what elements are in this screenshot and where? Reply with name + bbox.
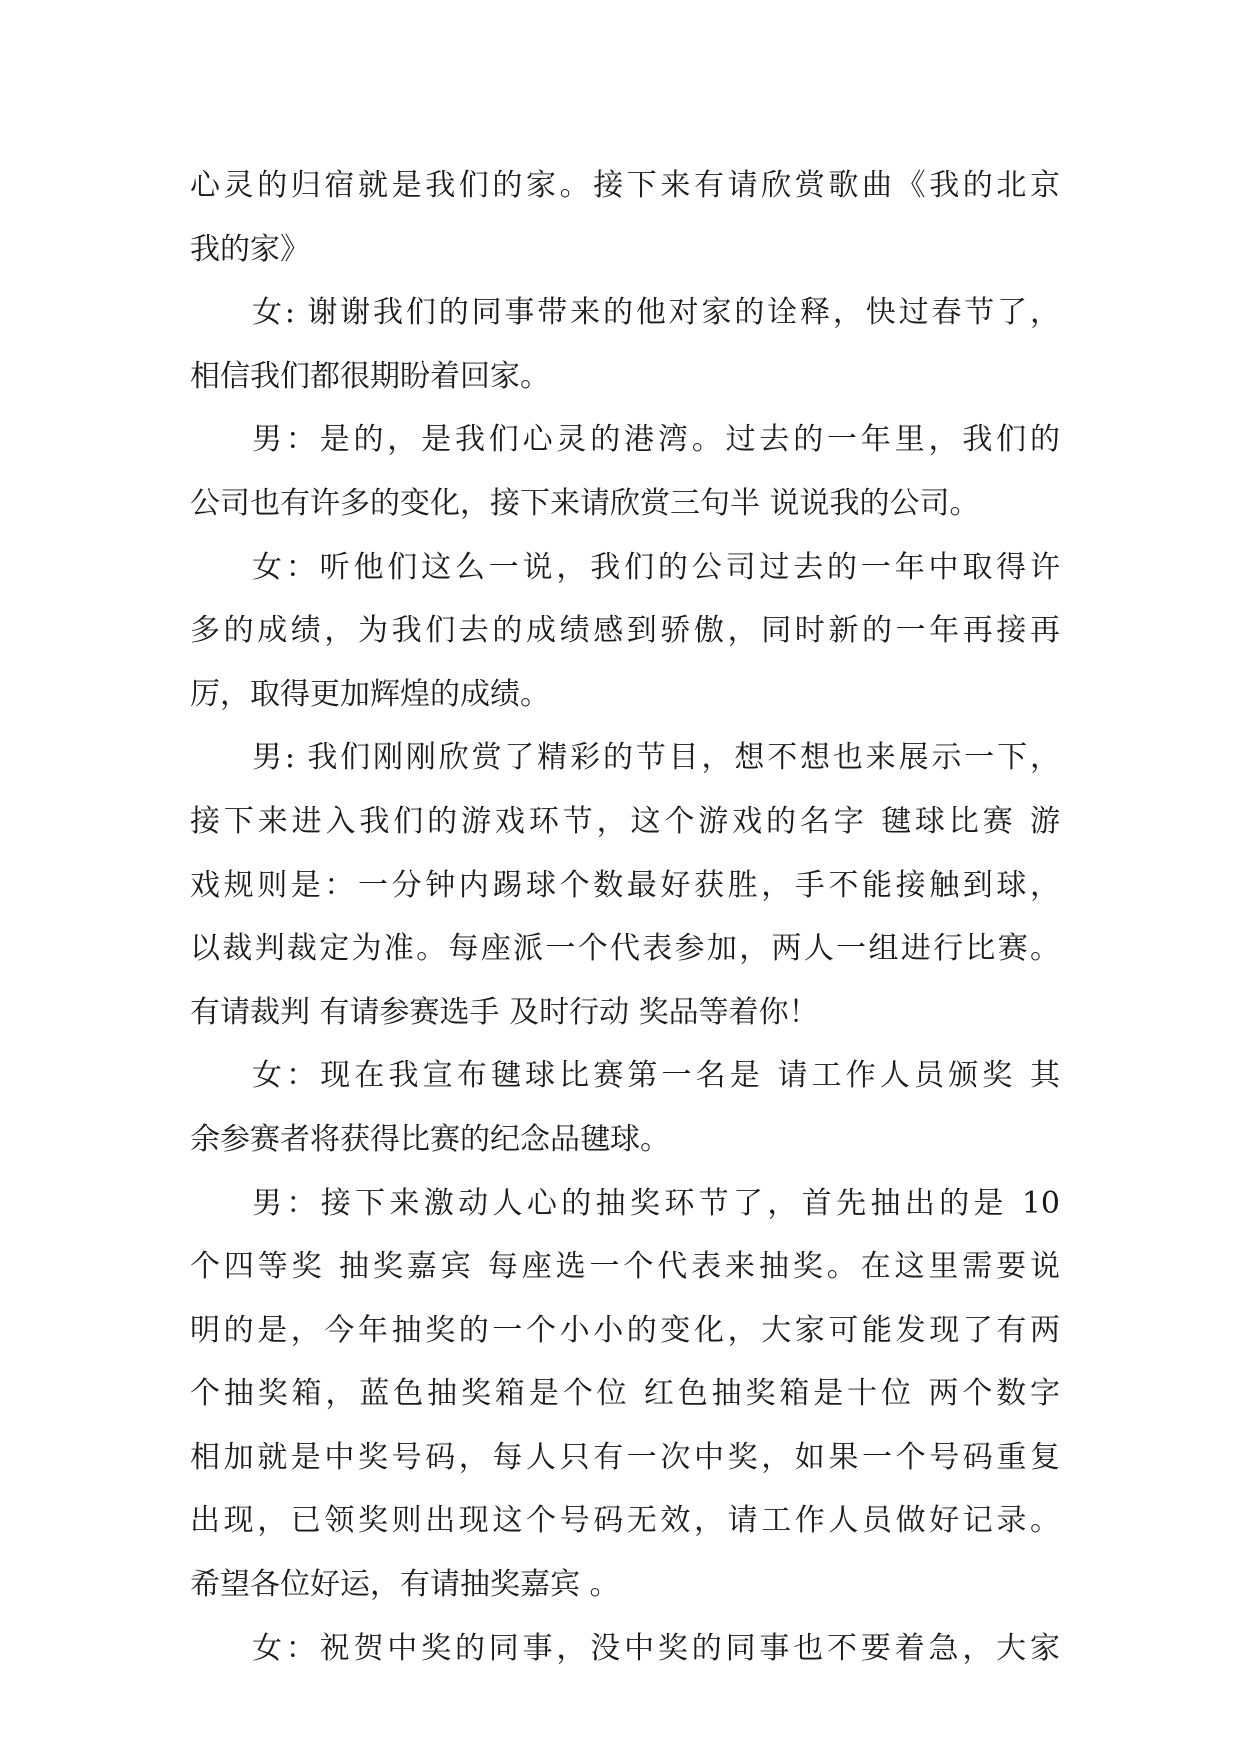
text-line: 余参赛者将获得比赛的纪念品毽球。 xyxy=(190,1121,670,1157)
text-line: 女: 谢谢我们的同事带来的他对家的诠释，快过春节了， xyxy=(252,295,1060,331)
text-line: 男：接下来激动人心的抽奖环节了，首先抽出的是 10 xyxy=(252,1185,1060,1221)
text-line: 男：是的，是我们心灵的港湾。过去的一年里，我们的 xyxy=(252,422,1060,458)
text-line: 个抽奖箱，蓝色抽奖箱是个位 红色抽奖箱是十位 两个数字 xyxy=(190,1376,1060,1412)
text-line: 有请裁判 有请参赛选手 及时行动 奖品等着你！ xyxy=(190,994,819,1030)
text-line: 厉，取得更加辉煌的成绩。 xyxy=(190,676,550,712)
text-line: 戏规则是：一分钟内踢球个数最好获胜，手不能接触到球， xyxy=(190,867,1060,903)
text-line: 女：祝贺中奖的同事，没中奖的同事也不要着急，大家 xyxy=(252,1630,1060,1666)
text-line: 以裁判裁定为准。每座派一个代表参加，两人一组进行比赛。 xyxy=(190,931,1060,967)
text-line: 相信我们都很期盼着回家。 xyxy=(190,358,550,394)
text-line: 明的是，今年抽奖的一个小小的变化，大家可能发现了有两 xyxy=(190,1312,1060,1348)
text-line: 个四等奖 抽奖嘉宾 每座选一个代表来抽奖。在这里需要说 xyxy=(190,1249,1060,1285)
text-line: 女：现在我宣布毽球比赛第一名是 请工作人员颁奖 其 xyxy=(252,1058,1060,1094)
text-line: 出现，已领奖则出现这个号码无效，请工作人员做好记录。 xyxy=(190,1503,1060,1539)
text-line: 希望各位好运，有请抽奖嘉宾 。 xyxy=(190,1567,620,1603)
text-line: 相加就是中奖号码，每人只有一次中奖，如果一个号码重复 xyxy=(190,1439,1060,1475)
text-line: 接下来进入我们的游戏环节，这个游戏的名字 毽球比赛 游 xyxy=(190,803,1060,839)
document-body xyxy=(190,154,1060,1680)
text-line: 公司也有许多的变化，接下来请欣赏三句半 说说我的公司。 xyxy=(190,485,980,521)
text-line: 我的家》 xyxy=(190,231,310,267)
text-line: 心灵的归宿就是我们的家。接下来有请欣赏歌曲《我的北京 xyxy=(190,168,1060,203)
text-line: 男: 我们刚刚欣赏了精彩的节目，想不想也来展示一下， xyxy=(252,740,1060,776)
text-line: 多的成绩，为我们去的成绩感到骄傲，同时新的一年再接再 xyxy=(190,613,1060,649)
text-line: 女：听他们这么一说，我们的公司过去的一年中取得许 xyxy=(252,549,1060,585)
